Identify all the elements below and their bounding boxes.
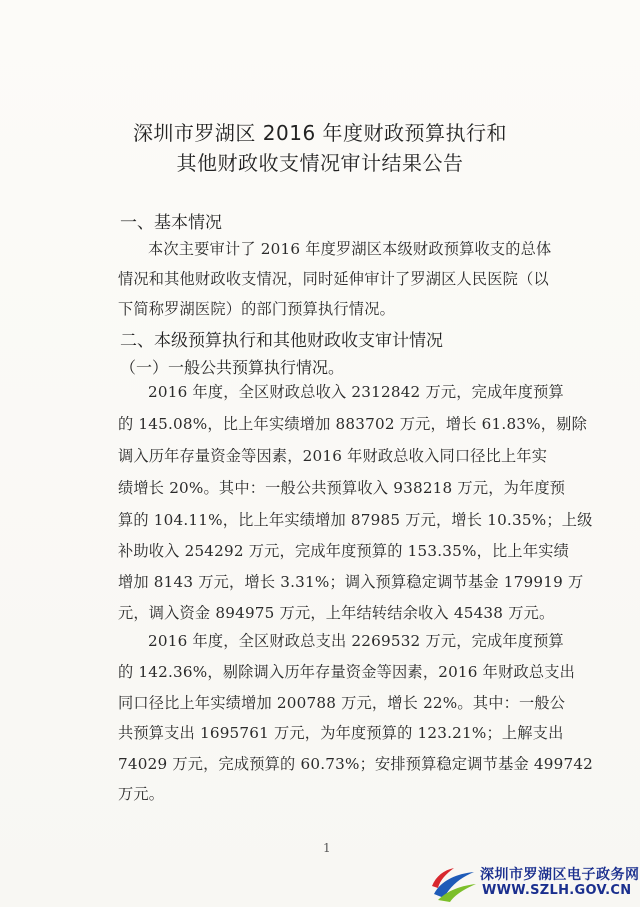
document-title-line1: 深圳市罗湖区 2016 年度财政预算执行和 bbox=[132, 121, 508, 145]
page-number: 1 bbox=[323, 841, 331, 855]
site-name: 深圳市罗湖区电子政务网 bbox=[480, 867, 640, 883]
paragraph2-line: 2016 年度，全区财政总支出 2269532 万元，完成年度预算 bbox=[148, 632, 564, 650]
paragraph2-line: 同口径比上年实绩增加 200788 万元，增长 22%。其中：一般公 bbox=[118, 694, 566, 712]
section1-line: 本次主要审计了 2016 年度罗湖区本级财政预算收支的总体 bbox=[148, 240, 552, 258]
document-title-line2: 其他财政收支情况审计结果公告 bbox=[176, 151, 464, 175]
paragraph1-line: 2016 年度，全区财政总收入 2312842 万元，完成年度预算 bbox=[148, 383, 564, 401]
paragraph1-line: 绩增长 20%。其中：一般公共预算收入 938218 万元，为年度预 bbox=[118, 479, 566, 497]
paragraph2-line: 74029 万元，完成预算的 60.73%；安排预算稳定调节基金 499742 bbox=[118, 755, 594, 773]
section2-heading: 二、本级预算执行和其他财政收支审计情况 bbox=[120, 331, 443, 351]
paragraph2-line: 共预算支出 1695761 万元，为年度预算的 123.21%；上解支出 bbox=[118, 724, 564, 742]
section1-heading: 一、基本情况 bbox=[120, 213, 222, 233]
site-watermark bbox=[424, 862, 640, 907]
paragraph1-line: 的 145.08%，比上年实绩增加 883702 万元，增长 61.83%，剔除 bbox=[118, 415, 587, 433]
paragraph1-line: 元，调入资金 894975 万元，上年结转结余收入 45438 万元。 bbox=[118, 604, 555, 622]
section2-subheading: （一）一般公共预算执行情况。 bbox=[120, 358, 345, 377]
paragraph1-line: 补助收入 254292 万元，完成年度预算的 153.35%，比上年实绩 bbox=[118, 542, 569, 560]
paragraph2-line: 万元。 bbox=[118, 785, 165, 803]
site-url: WWW.SZLH.GOV.CN bbox=[482, 883, 632, 898]
swoosh-logo-icon bbox=[430, 864, 478, 904]
paragraph1-line: 增加 8143 万元，增长 3.31%；调入预算稳定调节基金 179919 万 bbox=[118, 573, 584, 591]
paragraph1-line: 算的 104.11%，比上年实绩增加 87985 万元，增长 10.35%；上级 bbox=[118, 511, 593, 529]
section1-line: 下简称罗湖医院）的部门预算执行情况。 bbox=[118, 300, 395, 318]
paragraph1-line: 调入历年存量资金等因素，2016 年财政总收入同口径比上年实 bbox=[118, 447, 548, 465]
section1-line: 情况和其他财政收支情况，同时延伸审计了罗湖区人民医院（以 bbox=[118, 270, 549, 288]
paragraph2-line: 的 142.36%，剔除调入历年存量资金等因素，2016 年财政总支出 bbox=[118, 663, 576, 681]
